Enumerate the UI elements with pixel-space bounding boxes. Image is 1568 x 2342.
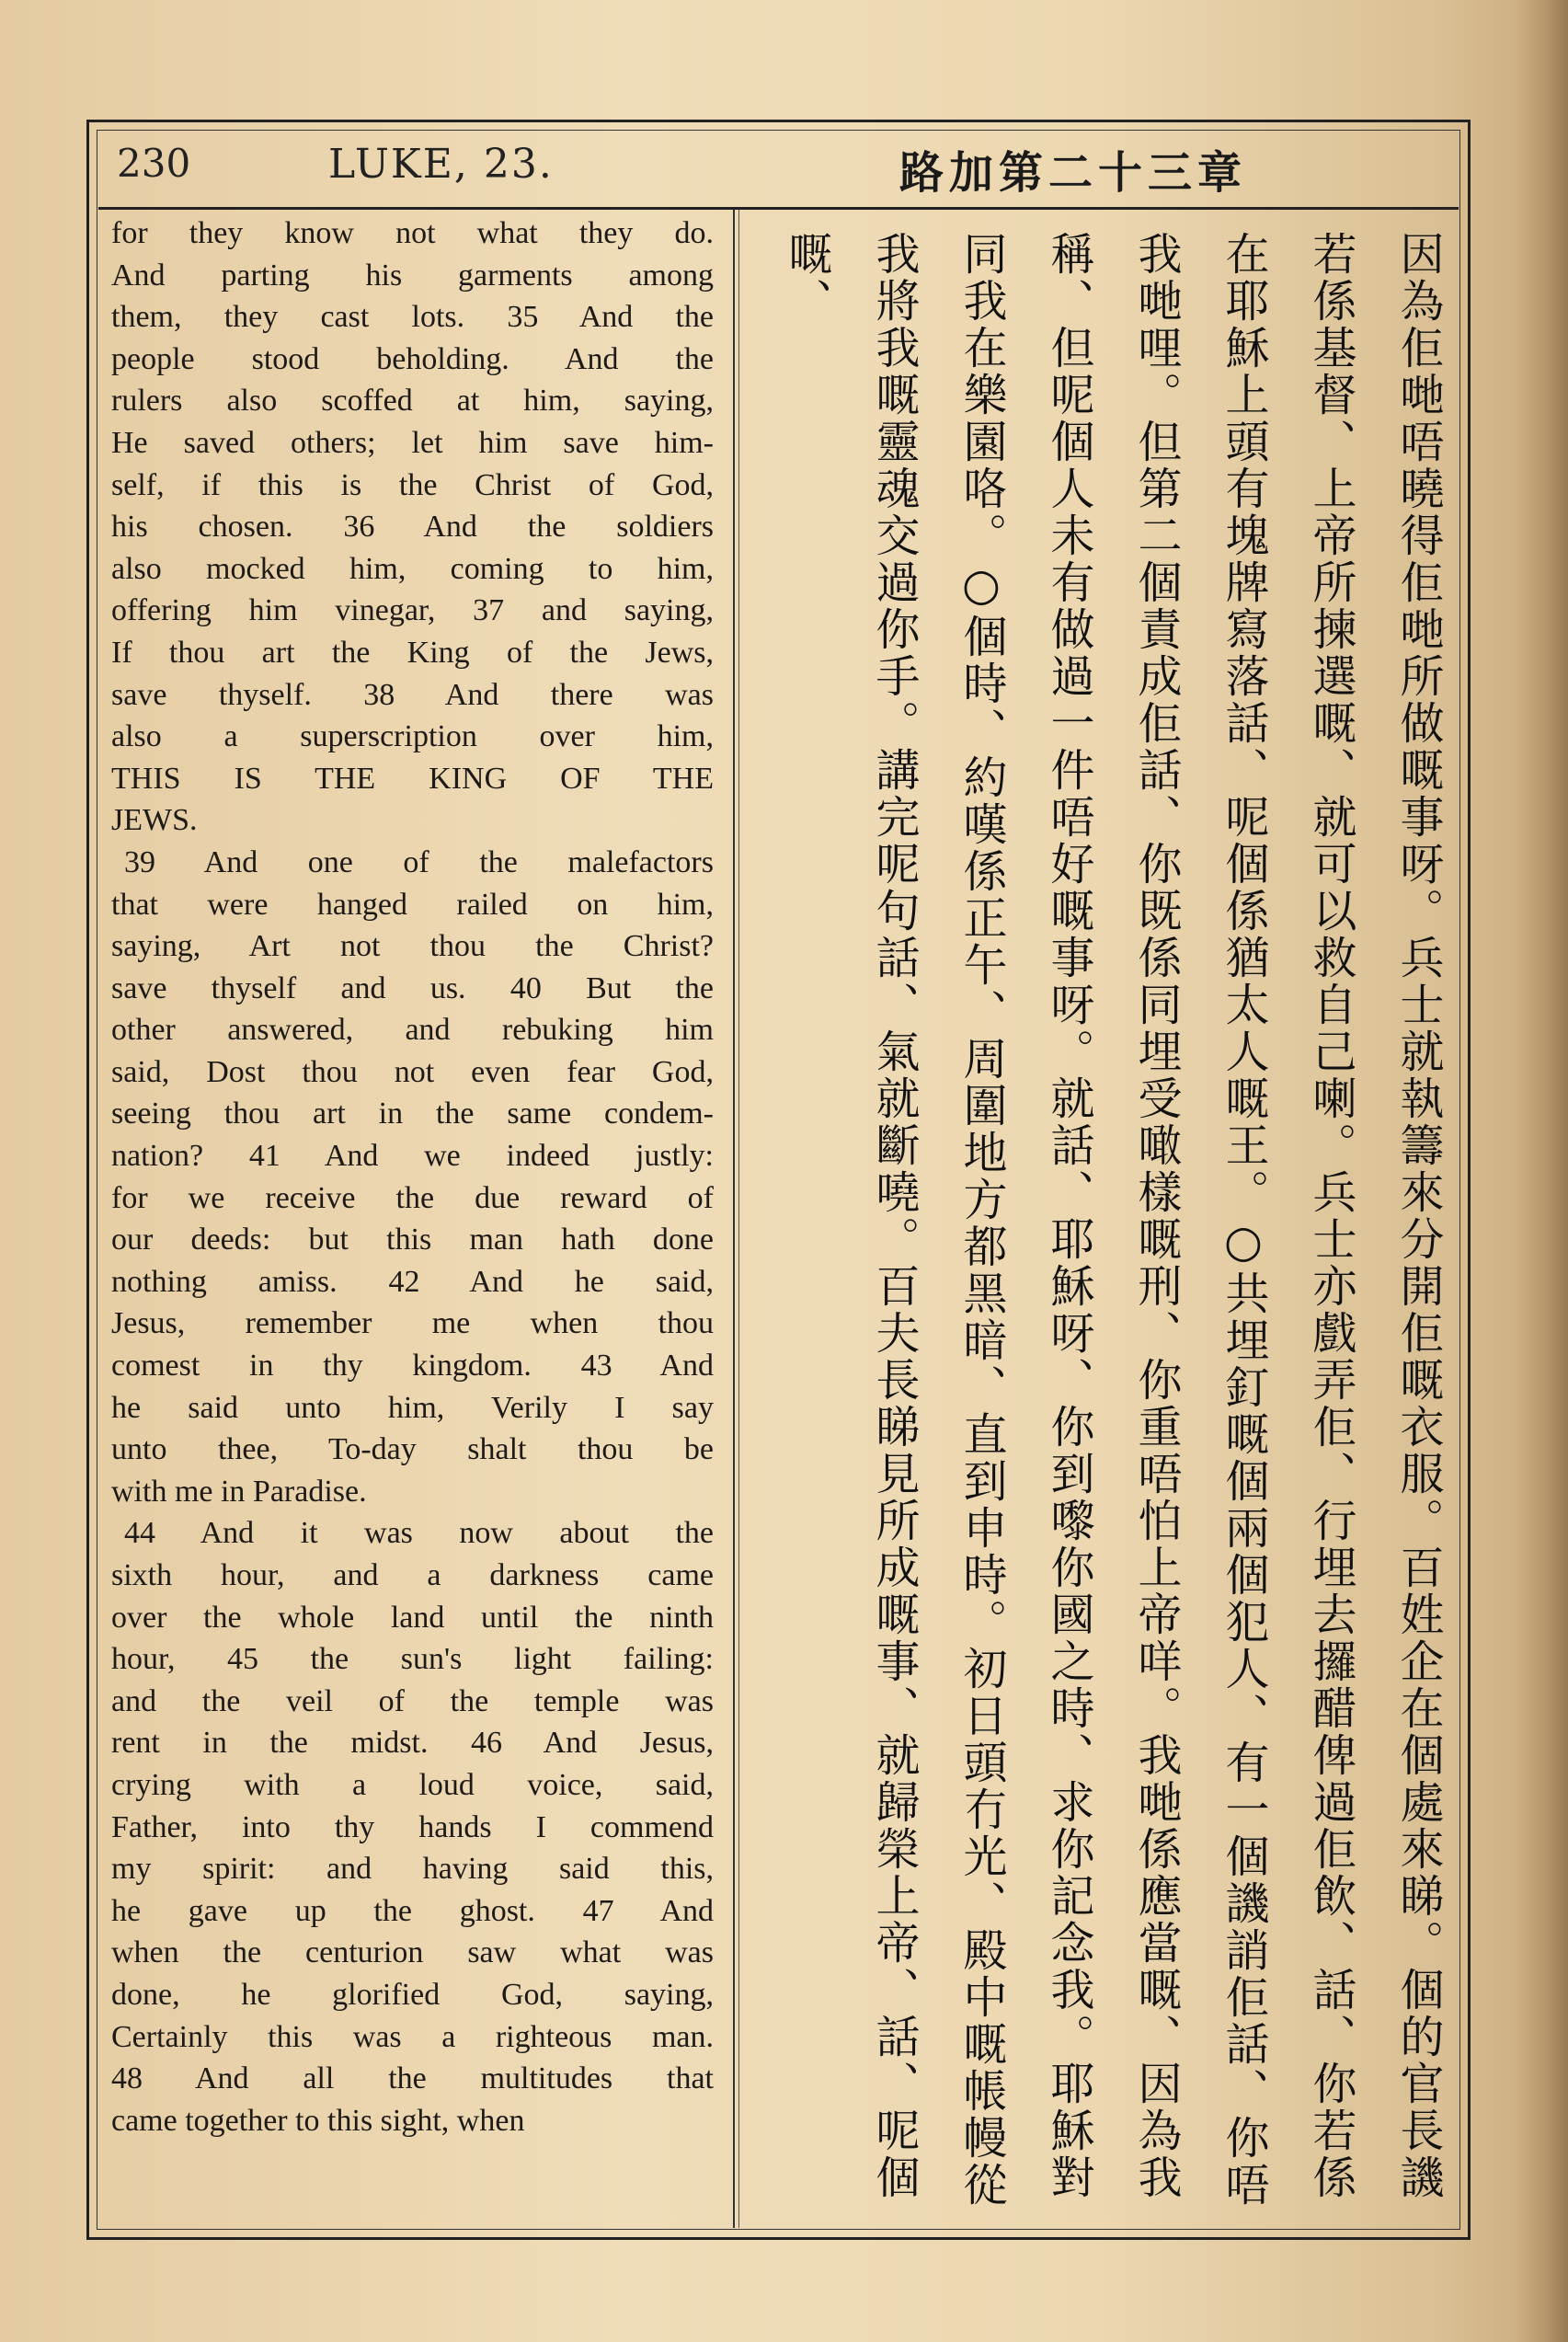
chinese-column-line: 我將我嘅靈魂交過你手。講完呢句話、氣就斷嘵。百夫長睇見所成嘅事、就歸榮上帝、話、呢個: [868, 231, 920, 2201]
english-line: them, they cast lots. 35 And the: [111, 300, 714, 335]
page-frame: [86, 120, 1471, 2240]
english-line: also mocked him, coming to him,: [111, 551, 714, 586]
english-line: hour, 45 the sun's light failing:: [111, 1642, 714, 1677]
english-line: Jesus, remember me when thou: [111, 1306, 714, 1341]
chinese-column-line: 稱、但呢個人未有做過一件唔好嘅事呀。就話、耶穌呀、你到嚟你國之時、求你記念我。耶穌對: [1043, 231, 1094, 2201]
chinese-column-line: 在耶穌上頭有塊牌寫落話、呢個係猶太人嘅王。○共埋釘嘅個兩個犯人、有一個譏誚佢話、你唔: [1218, 231, 1269, 2209]
english-line: with me in Paradise.: [111, 1474, 367, 1509]
english-text-column: [111, 212, 714, 2227]
english-line: saying, Art not thou the Christ?: [111, 929, 714, 964]
english-line: 44 And it was now about the: [124, 1516, 714, 1551]
english-line: for they know not what they do.: [111, 216, 714, 250]
english-line: he gave up the ghost. 47 And: [111, 1893, 714, 1928]
running-head-chinese: 路加第二十三章: [898, 147, 1247, 199]
chinese-column-line: 我哋哩。但第二個責成佢話、你既係同埋受噉樣嘅刑、你重唔怕上帝咩。我哋係應當嘅、因為我: [1130, 231, 1182, 2201]
english-line: and the veil of the temple was: [111, 1683, 714, 1718]
english-line: came together to this sight, when: [111, 2103, 525, 2138]
english-line: also a superscription over him,: [111, 719, 714, 754]
chinese-column-line: 因為佢哋唔曉得佢哋所做嘅事呀。兵士就執籌來分開佢嘅衣服。百姓企在個處來睇。個的官長譏: [1392, 231, 1444, 2201]
english-line: crying with a loud voice, said,: [111, 1767, 714, 1802]
english-line: THIS IS THE KING OF THE: [111, 761, 714, 796]
english-line: unto thee, To-day shalt thou be: [111, 1432, 714, 1467]
chinese-text-column: [747, 212, 1455, 2227]
english-line: 48 And all the multitudes that: [111, 2061, 714, 2096]
running-head: LUKE, 23.: [328, 141, 554, 188]
english-line: said, Dost thou not even fear God,: [111, 1054, 714, 1089]
english-line: comest in thy kingdom. 43 And: [111, 1349, 714, 1383]
chinese-column-line: 同我在樂園咯。○個時、約嘆係正午、周圍地方都黑暗、直到申時。初日頭冇光、殿中嘅帳幔從: [956, 231, 1007, 2209]
english-line: nothing amiss. 42 And he said,: [111, 1264, 714, 1299]
column-divider-thin: [738, 210, 739, 2228]
english-line: our deeds: but this man hath done: [111, 1223, 714, 1257]
english-line: when the centurion saw what was: [111, 1935, 714, 1970]
chinese-column-line: 若係基督、上帝所揀選嘅、就可以救自己喇。兵士亦戲弄佢、行埋去攞醋俾過佢飲、話、你若係: [1305, 231, 1356, 2201]
english-line: save thyself. 38 And there was: [111, 677, 714, 712]
english-line: 39 And one of the malefactors: [124, 844, 714, 879]
english-line: for we receive the due reward of: [111, 1180, 714, 1215]
english-line: If thou art the King of the Jews,: [111, 635, 714, 670]
english-line: self, if this is the Christ of God,: [111, 467, 714, 502]
page-header: [98, 132, 1459, 210]
english-line: sixth hour, and a darkness came: [111, 1558, 714, 1592]
english-line: Father, into thy hands I commend: [111, 1809, 714, 1844]
english-line: he said unto him, Verily I say: [111, 1390, 714, 1425]
english-line: my spirit: and having said this,: [111, 1852, 714, 1887]
english-line: Certainly this was a righteous man.: [111, 2019, 714, 2054]
english-line: that were hanged railed on him,: [111, 887, 714, 922]
page-number: 230: [117, 141, 191, 186]
english-line: his chosen. 36 And the soldiers: [111, 510, 714, 545]
english-line: rulers also scoffed at him, saying,: [111, 384, 714, 419]
english-line: other answered, and rebuking him: [111, 1013, 714, 1048]
english-line: And parting his garments among: [111, 258, 714, 293]
english-line: save thyself and us. 40 But the: [111, 970, 714, 1005]
page-edge-shadow: [1515, 0, 1568, 2342]
english-line: done, he glorified God, saying,: [111, 1977, 714, 2012]
english-line: offering him vinegar, 37 and saying,: [111, 593, 714, 628]
english-line: over the whole land until the ninth: [111, 1600, 714, 1635]
english-line: nation? 41 And we indeed justly:: [111, 1139, 714, 1174]
english-line: He saved others; let him save him-: [111, 425, 714, 460]
english-line: people stood beholding. And the: [111, 341, 714, 376]
column-divider: [733, 210, 735, 2228]
english-line: rent in the midst. 46 And Jesus,: [111, 1726, 714, 1761]
english-line: JEWS.: [111, 803, 198, 838]
english-line: seeing thou art in the same condem-: [111, 1096, 714, 1131]
chinese-column-line: 嘅、: [781, 231, 832, 325]
